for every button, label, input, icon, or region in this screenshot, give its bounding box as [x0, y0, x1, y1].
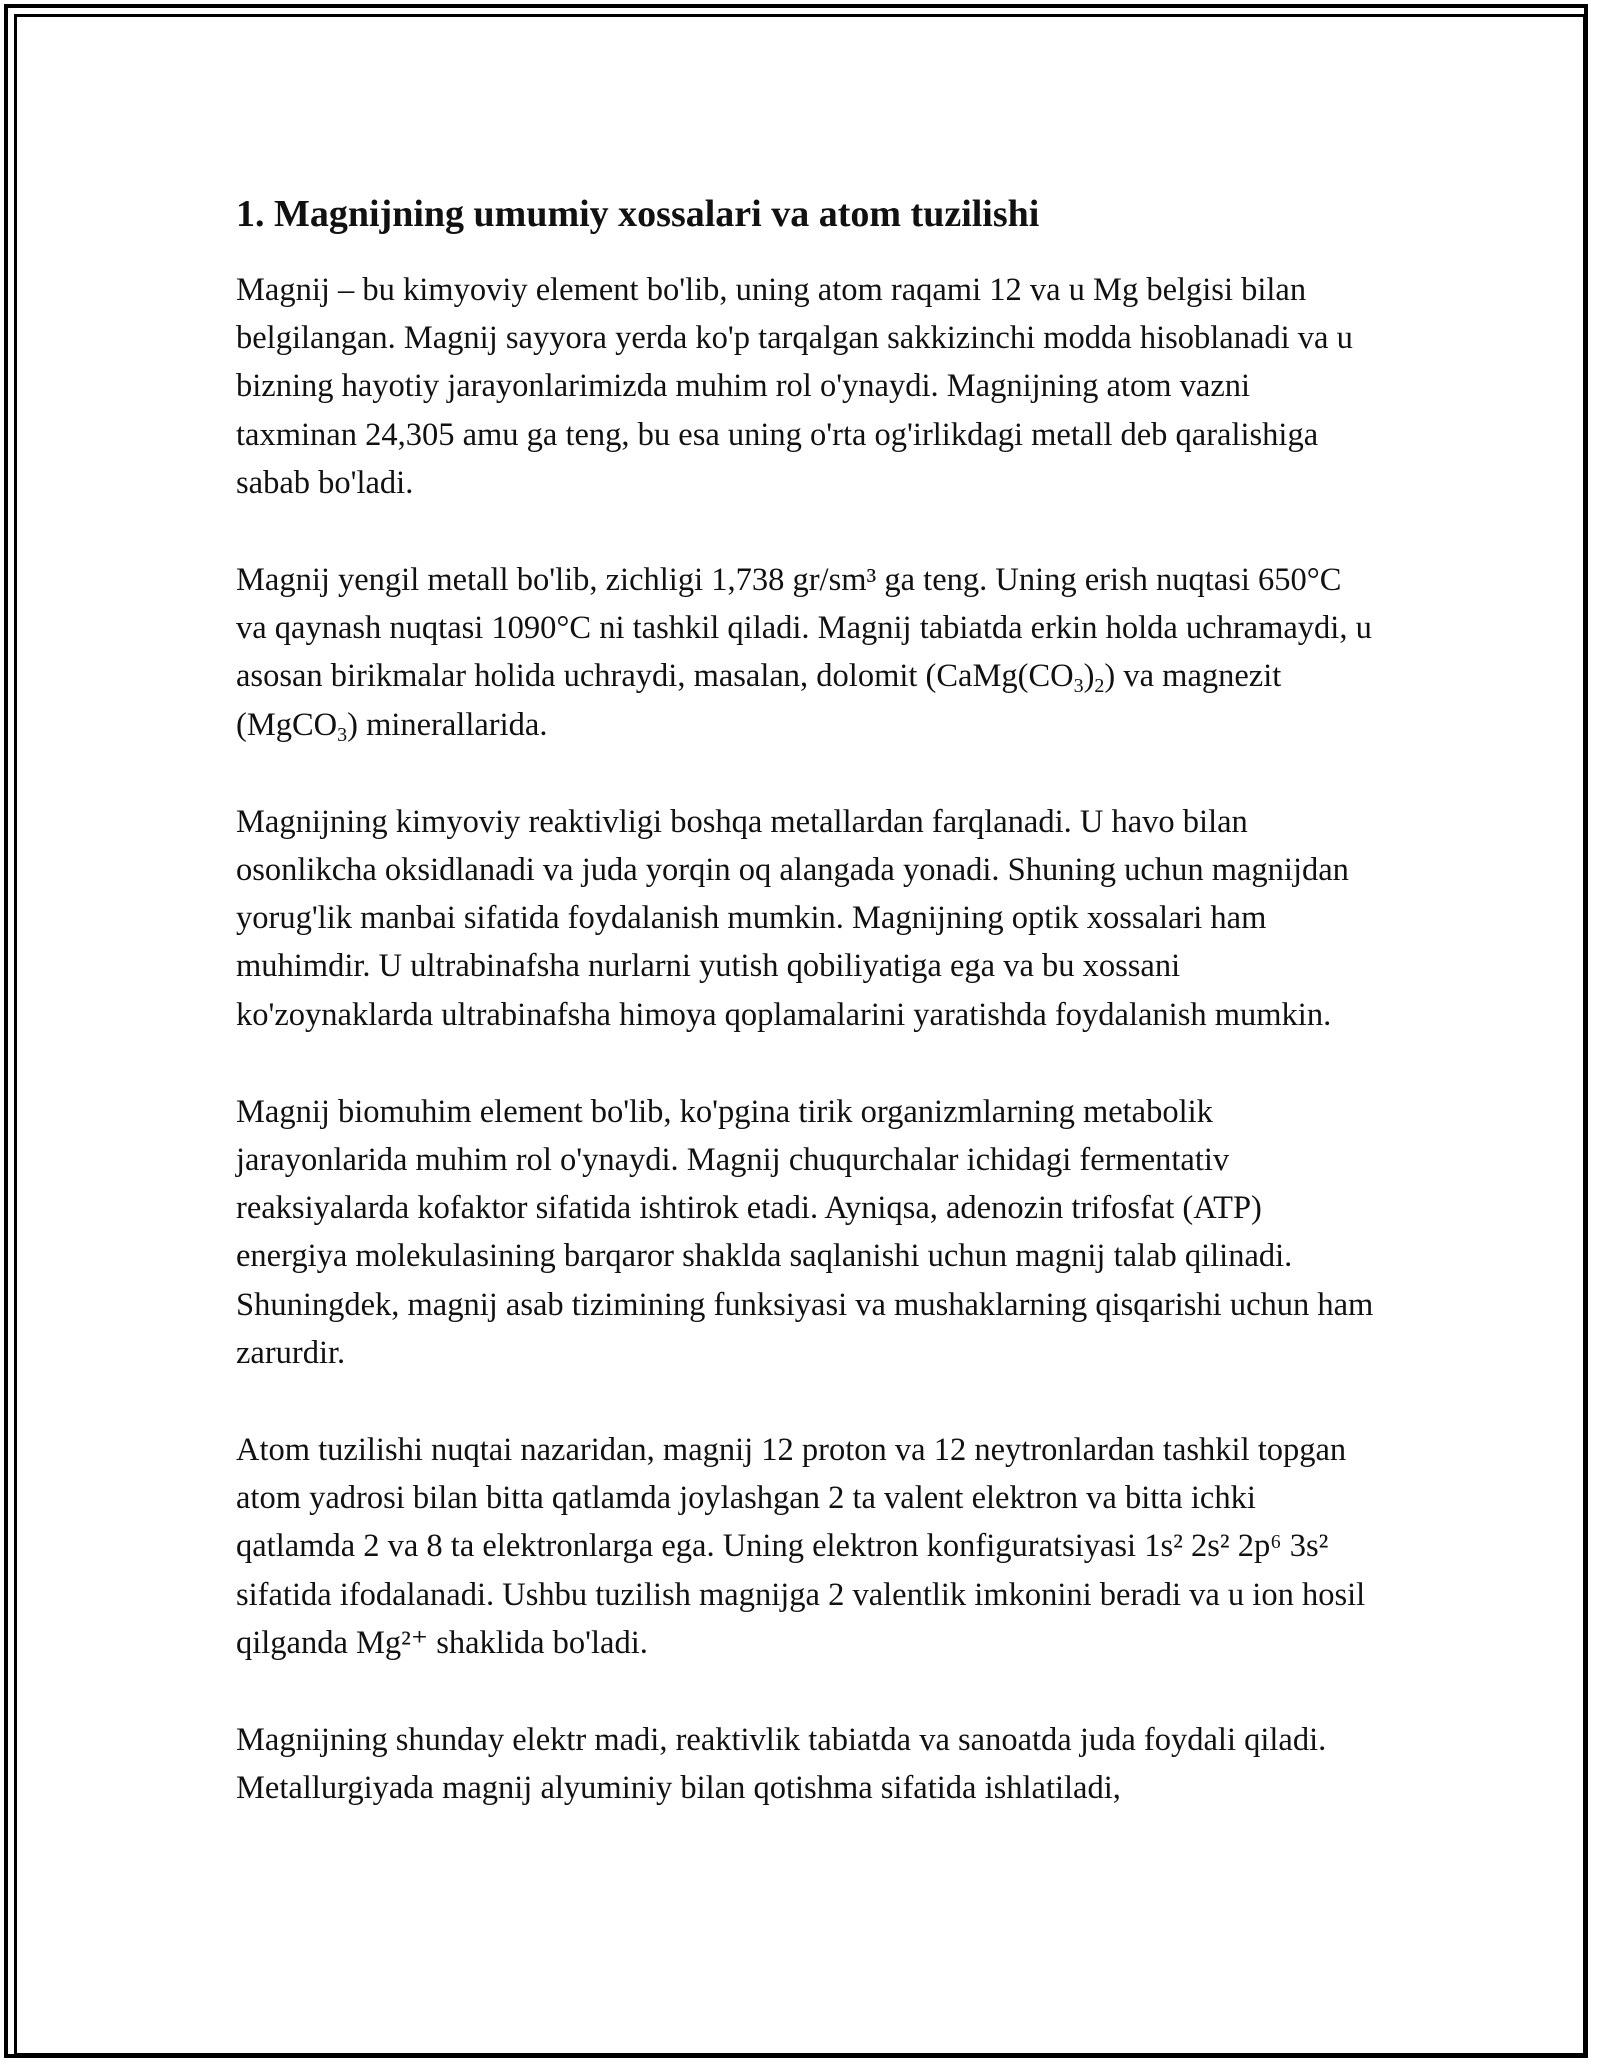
paragraph-chemical-reactivity: Magnijning kimyoviy reaktivligi boshqa metallardan farqlanadi. U havo bilan osonlikcha oksidlanadi va juda yorqin oq alangada yonadi. Shuning uchun magnijdan yorug'lik manbai sifatida foydalanish mumkin. Magnijning optik xossalari ham muhimdir. U ultrabinafsha nurlarni yutish qobiliyatiga ega va bu xossani ko'zoynaklarda ultrabinafsha himoya qoplamalarini yaratishda foydalanish mumkin.: [236, 803, 1349, 1033]
paragraph-physical-properties: [236, 556, 1376, 749]
paragraph-biological-role: Magnij biomuhim element bo'lib, ko'pgina tirik organizmlarning metabolik jarayonlarida muhim rol o'ynaydi. Magnij chuqurchalar ichidagi fermentativ reaksiyalarda kofaktor sifatida ishtirok etadi. Ayniqsa, adenozin trifosfat (ATP) energiya molekulasining barqaror shaklda saqlanishi uchun magnij talab qilinadi. Shuningdek, magnij asab tizimining funksiyasi va mushaklarning qisqarishi uchun ham zarurdir.: [236, 1093, 1374, 1371]
paragraph-applications: Magnijning shunday elektr madi, reaktivlik tabiatda va sanoatda juda foydali qiladi. Metallurgiyada magnij alyuminiy bilan qotishma sifatida ishlatiladi,: [236, 1722, 1327, 1807]
paragraph-text: ): [1083, 658, 1095, 695]
paragraph-text: ) minerallarida.: [347, 706, 548, 743]
paragraph-atomic-structure: Atom tuzilishi nuqtai nazaridan, magnij 12 proton va 12 neytronlardan tashkil topgan atom yadrosi bilan bitta qatlamda joylashgan 2 ta valent elektron va bitta ichki qatlamda 2 va 8 ta elektronlarga ega. Uning elektron konfiguratsiyasi 1s² 2s² 2p⁶ 3s² sifatida ifodalanadi. Ushbu tuzilish magnijga 2 valentlik imkonini beradi va u ion hosil qilganda Mg²⁺ shaklida bo'ladi.: [236, 1432, 1366, 1661]
paragraph-general: Magnij – bu kimyoviy element bo'lib, uning atom raqami 12 va u Mg belgisi bilan belgilangan. Magnij sayyora yerda ko'p tarqalgan sakkizinchi modda hisoblanadi va u bizning hayotiy jarayonlarimizda muhim rol o'ynaydi. Magnijning atom vazni taxminan 24,305 amu ga teng, bu esa uning o'rta og'irlikdagi metall deb qaralishiga sabab bo'ladi.: [236, 272, 1353, 501]
subscript: 3: [337, 723, 348, 746]
section-heading: 1. Magnijning umumiy xossalari va atom tuzilishi: [236, 193, 1040, 235]
document-body: [236, 186, 1376, 1861]
paragraph-text: ) va magnezit (MgCO: [236, 658, 1282, 743]
paragraph-text: Magnij yengil metall bo'lib, zichligi 1,738 gr/sm³ ga teng. Uning erish nuqtasi 650°C va qaynash nuqtasi 1090°C ni tashkil qiladi. Magnij tabiatda erkin holda uchramaydi, u asosan birikmalar holida uchraydi, masalan, dolomit (CaMg(CO: [236, 562, 1372, 695]
subscript: 3: [1073, 675, 1084, 698]
subscript: 2: [1094, 675, 1105, 698]
